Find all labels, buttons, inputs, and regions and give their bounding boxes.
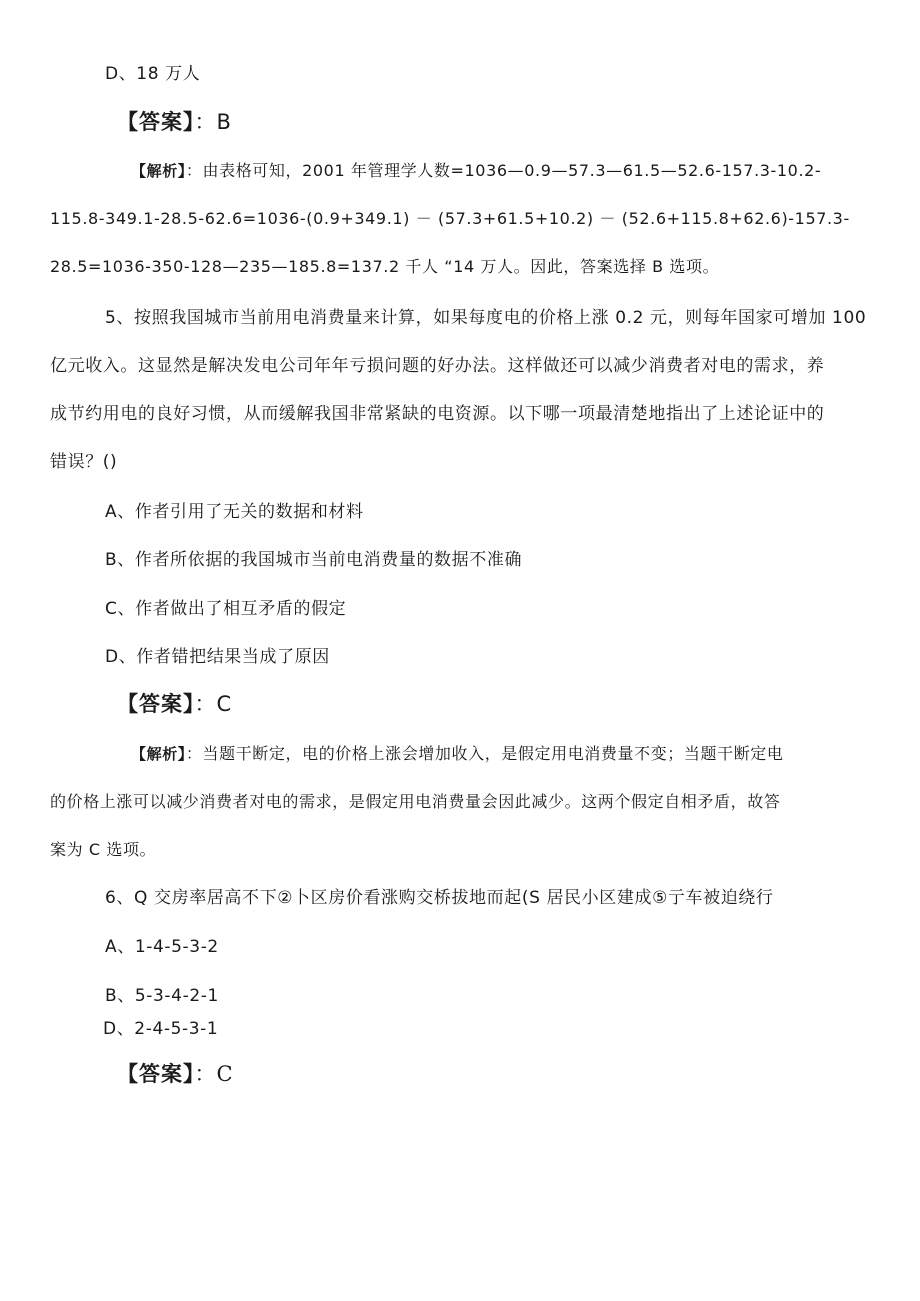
q6-answer (117, 1062, 234, 1086)
analysis-text: ：当题干断定，电的价格上涨会增加收入，是假定用电消费量不变；当题干断定电 (185, 744, 784, 763)
q5-answer (117, 692, 232, 716)
q4-answer (117, 110, 232, 134)
q4-analysis-line-2: 115.8-349.1-28.5-62.6=1036-(0.9+349.1) － (57.3+61.5+10.2) － (52.6+115.8+62.6)-157.3- (50, 209, 850, 228)
q4-analysis-line-1 (131, 159, 821, 183)
q5-option-d: D、作者错把结果当成了原因 (105, 647, 330, 667)
q5-option-b: B、作者所依据的我国城市当前电消费量的数据不准确 (105, 550, 523, 570)
q6-stem: 6、Q 交房率居高不下②卜区房价看涨购交桥拔地而起(S 居民小区建成⑤亍车被迫绕行 (105, 888, 774, 908)
q5-stem-line-2: 亿元收入。这显然是解决发电公司年年亏损问题的好办法。这样做还可以减少消费者对电的需求，养 (50, 356, 825, 376)
q6-option-a: A、1-4-5-3-2 (105, 937, 219, 957)
answer-value: ：B (194, 110, 232, 134)
answer-value: ：C (194, 692, 233, 716)
q5-stem-line-1: 5、按照我国城市当前用电消费量来计算，如果每度电的价格上涨 0.2 元，则每年国家可增加 100 (105, 308, 867, 328)
answer-label: 【答案】 (117, 110, 195, 134)
analysis-label: 【解析】 (131, 745, 186, 763)
q5-analysis-line-2: 的价格上涨可以减少消费者对电的需求，是假定用电消费量会因此减少。这两个假定自相矛盾，故答 (50, 792, 781, 811)
answer-label: 【答案】 (117, 1062, 195, 1086)
analysis-text: ：由表格可知，2001 年管理学人数=1036—0.9—57.3—61.5—52.6-157.3-10.2- (185, 161, 822, 180)
answer-value: ：C (194, 1062, 234, 1086)
q5-analysis-line-1 (131, 742, 784, 766)
q6-option-d: D、2-4-5-3-1 (103, 1019, 219, 1039)
q5-analysis-line-3: 案为 C 选项。 (50, 840, 157, 859)
q4-analysis-line-3: 28.5=1036-350-128—235—185.8=137.2 千人 “14 万人。因此，答案选择 B 选项。 (50, 257, 720, 276)
q5-stem-line-3: 成节约用电的良好习惯，从而缓解我国非常紧缺的电资源。以下哪一项最清楚地指出了上述论证中的 (50, 404, 825, 424)
q5-stem-line-4: 错误？() (50, 452, 118, 472)
q5-option-c: C、作者做出了相互矛盾的假定 (105, 599, 347, 619)
q4-option-d: D、18 万人 (105, 64, 201, 84)
q5-option-a: A、作者引用了无关的数据和材料 (105, 502, 364, 522)
analysis-label: 【解析】 (131, 162, 186, 180)
answer-label: 【答案】 (117, 692, 195, 716)
q6-option-b: B、5-3-4-2-1 (105, 986, 219, 1006)
